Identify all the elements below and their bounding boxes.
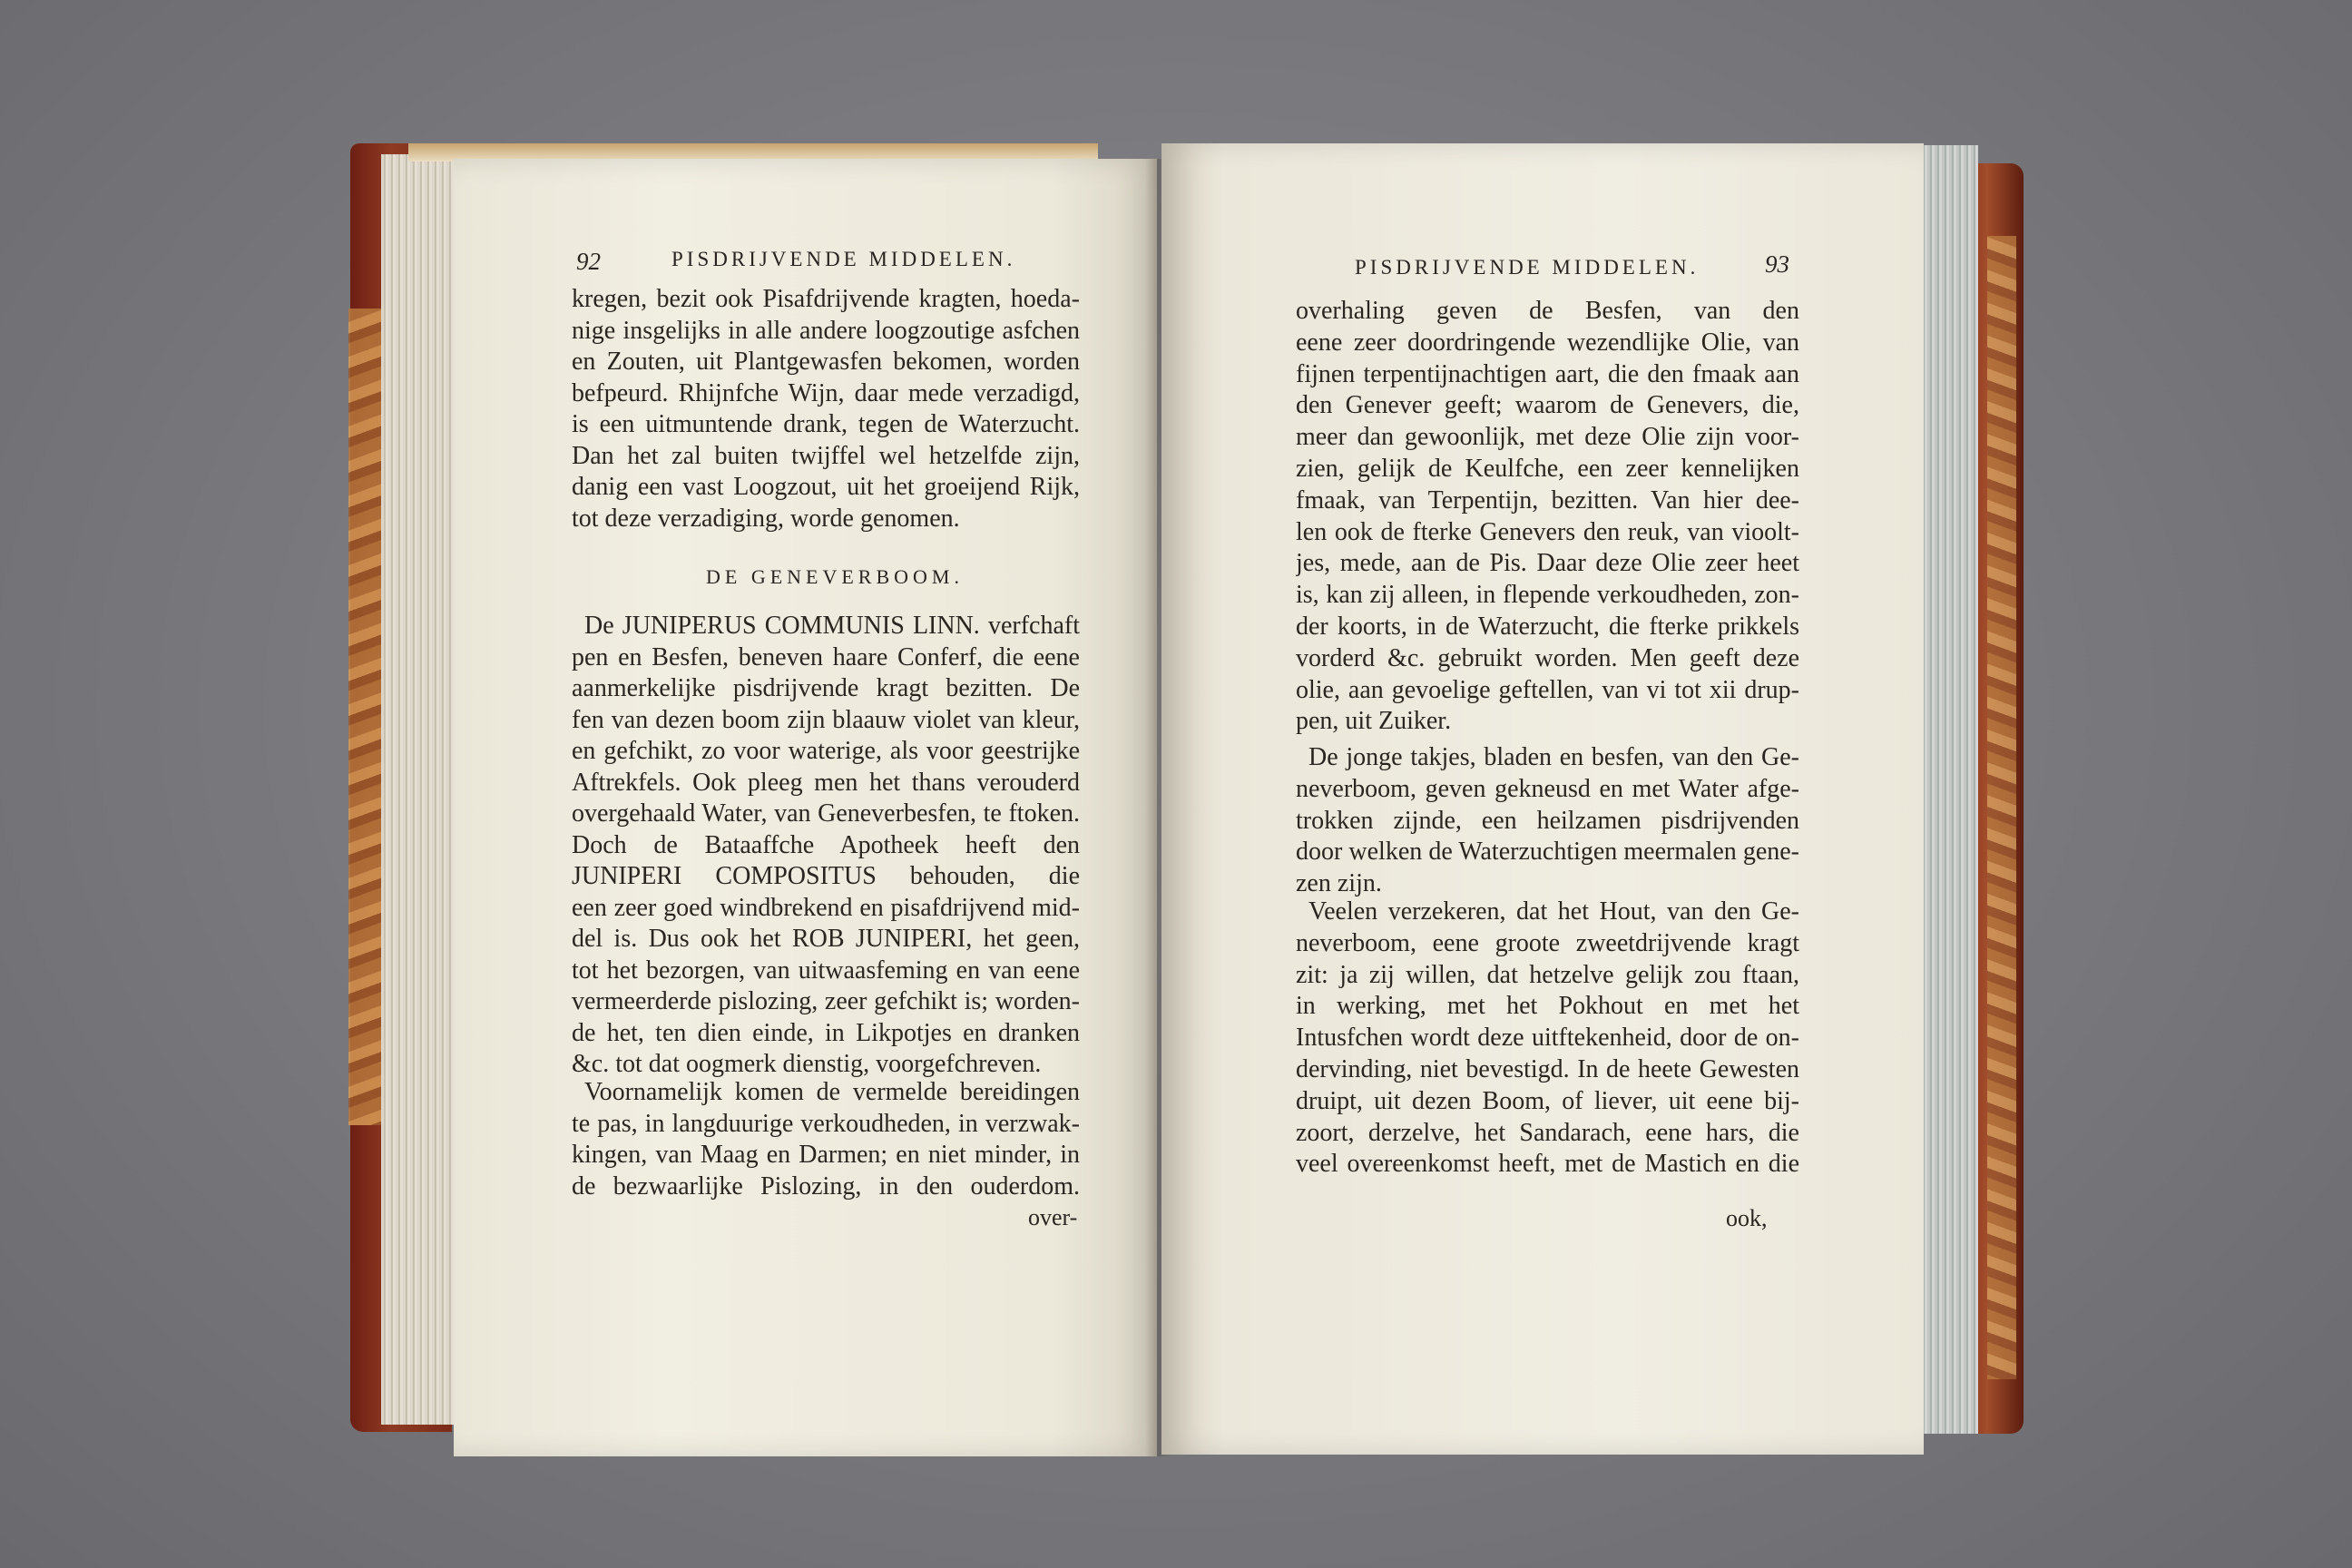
text-line: vorderd &c. gebruikt worden. Men geeft deze xyxy=(1296,643,1799,672)
text-line: door welken de Waterzuchtigen meermalen gene- xyxy=(1296,838,1799,867)
text-line: tot deze verzadiging, worde genomen. xyxy=(572,504,960,533)
text-line: neverboom, geven gekneusd en met Water afge- xyxy=(1296,774,1799,803)
text-line: fen van dezen boom zijn blaauw violet van kleur, xyxy=(572,705,1080,734)
text-line: fijnen terpentijnachtigen aart, die den fmaak aan xyxy=(1296,359,1799,388)
text-line: De jonge takjes, bladen en besfen, van den Ge- xyxy=(1308,743,1799,771)
text-line: olie, aan gevoelige geftellen, van vi tot xii drup- xyxy=(1296,675,1799,704)
text-line: Aftrekfels. Ook pleeg men het thans verouderd xyxy=(572,768,1080,797)
text-line: overhaling geven de Besfen, van den xyxy=(1296,297,1799,325)
text-line: vermeerderde pislozing, zeer gefchikt is; worden- xyxy=(572,987,1080,1015)
text-line: aanmerkelijke pisdrijvende kragt bezitten. De xyxy=(572,674,1080,702)
text-line: fmaak, van Terpentijn, bezitten. Van hier dee- xyxy=(1296,485,1799,514)
section-title: DE GENEVERBOOM. xyxy=(706,565,964,588)
text-line: zien, gelijk de Keulfche, een zeer kennelijken xyxy=(1296,455,1799,483)
text-line: JUNIPERI COMPOSITUS behouden, die xyxy=(572,862,1080,890)
text-line: del is. Dus ook het ROB JUNIPERI, het geen, xyxy=(572,925,1080,953)
text-line: nige insgelijks in alle andere loogzoutige asfchen xyxy=(572,316,1080,345)
text-line: befpeurd. Rhijnfche Wijn, daar mede verzadigd, xyxy=(572,378,1080,407)
marbled-board-right xyxy=(1987,236,2016,1379)
text-line: een zeer goed windbrekend en pisafdrijvend mid- xyxy=(572,893,1080,922)
text-line: neverboom, eene groote zweetdrijvende kragt xyxy=(1296,928,1799,957)
text-line: Voornamelijk komen de vermelde bereidingen xyxy=(584,1078,1080,1106)
marbled-board-left xyxy=(348,309,385,1125)
page-number-left: 92 xyxy=(576,248,601,275)
text-line: der koorts, in de Waterzucht, die fterke prikkels xyxy=(1296,612,1799,641)
text-line: pen en Besfen, beneven haare Conferf, die eene xyxy=(572,642,1080,671)
text-line: Intusfchen wordt deze uitftekenheid, door de on- xyxy=(1296,1024,1799,1053)
text-line: te pas, in langduurige verkoudheden, in verzwak- xyxy=(572,1109,1080,1138)
text-line: is een uitmuntende drank, tegen de Waterzucht. xyxy=(572,410,1080,438)
text-line: zit: ja zij willen, dat hetzelve gelijk zou ftaan, xyxy=(1296,960,1799,989)
text-line: overgehaald Water, van Geneverbesfen, te ftoken. xyxy=(572,799,1080,828)
text-line: Dan het zal buiten twijffel wel hetzelfde zijn, xyxy=(572,441,1080,470)
text-line: danig een vast Loogzout, uit het groeijend Rijk, xyxy=(572,473,1080,501)
text-line: &c. tot dat oogmerk dienstig, voorgefchreven. xyxy=(572,1050,1042,1078)
text-line: zen zijn. xyxy=(1296,869,1382,898)
text-line: De JUNIPERUS COMMUNIS LINN. verfchaft xyxy=(584,612,1080,640)
catchword-right: ook, xyxy=(1726,1205,1768,1231)
text-line: den Genever geeft; waarom de Genevers, die, xyxy=(1296,391,1799,420)
text-line: in werking, met het Pokhout en met het xyxy=(1296,992,1799,1021)
catchword-left: over- xyxy=(1028,1204,1078,1230)
running-head-left: PISDRIJVENDE MIDDELEN. xyxy=(671,248,1016,270)
text-line: kingen, van Maag en Darmen; en niet minder, in xyxy=(572,1141,1080,1169)
text-line: de het, ten dien einde, in Likpotjes en dranken xyxy=(572,1018,1080,1047)
right-page xyxy=(1161,143,1924,1455)
left-page xyxy=(454,159,1157,1456)
text-line: Doch de Bataaffche Apotheek heeft den xyxy=(572,830,1080,859)
text-line: meer dan gewoonlijk, met deze Olie zijn voor- xyxy=(1296,423,1799,452)
page-edges-left xyxy=(381,154,463,1425)
text-line: Veelen verzekeren, dat het Hout, van den Ge- xyxy=(1308,897,1799,926)
text-line: zoort, derzelve, het Sandarach, eene hars, die xyxy=(1296,1118,1799,1147)
text-line: trokken zijnde, een heilzamen pisdrijvenden xyxy=(1296,806,1799,835)
text-line: veel overeenkomst heeft, met de Mastich en die xyxy=(1296,1150,1799,1179)
text-line: jes, mede, aan de Pis. Daar deze Olie zeer heet xyxy=(1296,549,1799,578)
text-line: is, kan zij alleen, in flepende verkoudheden, zon- xyxy=(1296,581,1799,610)
text-line: en gefchikt, zo voor waterige, als voor geestrijke xyxy=(572,737,1080,765)
running-head-right: PISDRIJVENDE MIDDELEN. xyxy=(1355,256,1700,279)
text-line: tot het bezorgen, van uitwaasfeming en van eene xyxy=(572,956,1080,985)
text-line: pen, uit Zuiker. xyxy=(1296,707,1452,736)
text-line: de bezwaarlijke Pislozing, in den ouderdom. xyxy=(572,1171,1080,1200)
page-number-right: 93 xyxy=(1765,250,1789,278)
text-line: druipt, uit dezen Boom, of liever, uit eene bij- xyxy=(1296,1086,1799,1115)
text-line: len ook de fterke Genevers den reuk, van vioolt- xyxy=(1296,517,1799,546)
text-line: eene zeer doordringende wezendlijke Olie, van xyxy=(1296,328,1799,357)
text-line: kregen, bezit ook Pisafdrijvende kragten, hoeda- xyxy=(572,285,1080,313)
text-line: en Zouten, uit Plantgewasfen bekomen, worden xyxy=(572,348,1080,376)
text-line: dervinding, niet bevestigd. In de heete Gewesten xyxy=(1296,1055,1799,1083)
